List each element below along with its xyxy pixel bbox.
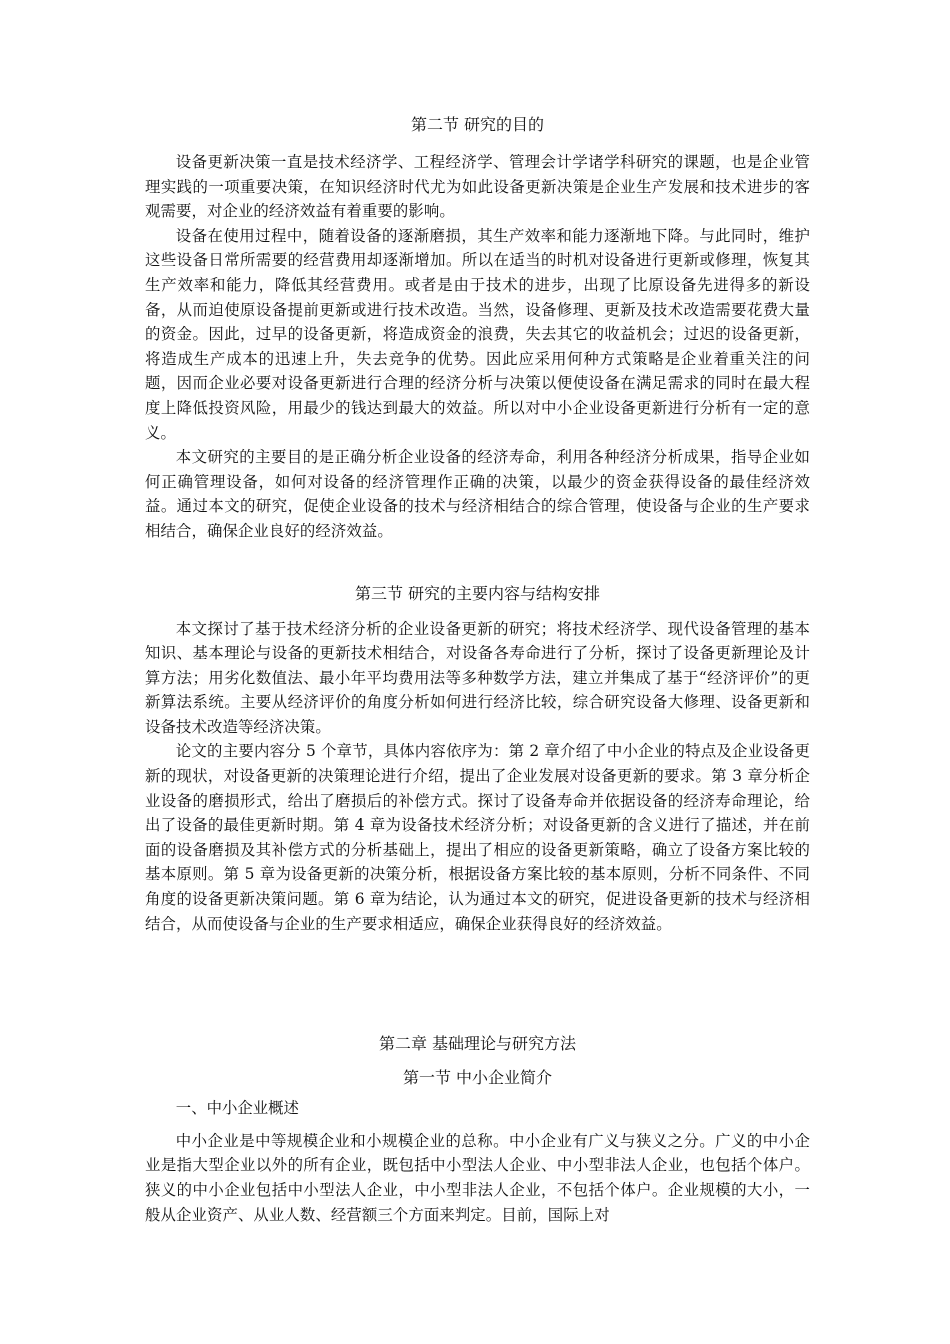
section-2-paragraph-3: 本文研究的主要目的是正确分析企业设备的经济寿命，利用各种经济分析成果，指导企业如何正确管理设备，如何对设备的经济管理作正确的决策，以最少的资金获得设备的最佳经济效益。通过本文的研究，促使企业设备的技术与经济相结合的综合管理，使设备与企业的生产要求相结合，确保企业良好的经济效益。: [145, 448, 810, 540]
document-page: [145, 110, 810, 1227]
section-2-paragraph-2: 设备在使用过程中，随着设备的逐渐磨损，其生产效率和能力逐渐地下降。与此同时，维护这些设备日常所需要的经营费用却逐渐增加。所以在适当的时机对设备进行更新或修理，恢复其生产效率和能力，降低其经营费用。或者是由于技术的进步，出现了比原设备先进得多的新设备，从而迫使原设备提前更新或进行技术改造。当然，设备修理、更新及技术改造需要花费大量的资金。因此，过早的设备更新，将造成资金的浪费，失去其它的收益机会；过迟的设备更新，将造成生产成本的迅速上升，失去竞争的优势。因此应采用何种方式策略是企业着重关注的问题，因而企业必要对设备更新进行合理的经济分析与决策以便使设备在满足需求的同时在最大程度上降低投资风险，用最少的钱达到最大的效益。所以对中小企业设备更新进行分析有一定的意义。: [145, 226, 810, 442]
section-2-paragraph-1: 设备更新决策一直是技术经济学、工程经济学、管理会计学诸学科研究的课题，也是企业管理实践的一项重要决策，在知识经济时代尤为如此设备更新决策是企业生产发展和技术进步的客观需要，对企业的经济效益有着重要的影响。: [145, 153, 810, 221]
section-2-title: 第二节 研究的目的: [410, 115, 545, 134]
section-3-paragraph-2: 论文的主要内容分 5 个章节，具体内容依序为：第 2 章介绍了中小企业的特点及企业设备更新的现状，对设备更新的决策理论进行介绍，提出了企业发展对设备更新的要求。第 3 章分析企业设备的磨损形式，给出了磨损后的补偿方式。探讨了设备寿命并依据设备的经济寿命理论，给出了设备的最佳更新时期。第 4 章为设备技术经济分析；对设备更新的含义进行了描述，并在前面的设备磨损及其补偿方式的分析基础上，提出了相应的设备更新策略，确立了设备方案比较的基本原则。第 5 章为设备更新的决策分析，根据设备方案比较的基本原则，分析不同条件、不同角度的设备更新决策问题。第 6 章为结论，认为通过本文的研究，促进设备更新的技术与经济相结合，从而使设备与企业的生产要求相适应，确保企业获得良好的经济效益。: [145, 742, 810, 933]
chapter-2-paragraph-1: 中小企业是中等规模企业和小规模企业的总称。中小企业有广义与狭义之分。广义的中小企业是指大型企业以外的所有企业，既包括中小型法人企业、中小型非法人企业，也包括个体户。狭义的中小企业包括中小型法人企业，中小型非法人企业，不包括个体户。企业规模的大小，一般从企业资产、从业人数、经营额三个方面来判定。目前，国际上对: [145, 1131, 810, 1224]
section-3-title: 第三节 研究的主要内容与结构安排: [354, 583, 601, 603]
chapter-2-title: 第二章 基础理论与研究方法: [378, 1034, 577, 1054]
section-3-paragraph-1: 本文探讨了基于技术经济分析的企业设备更新的研究；将技术经济学、现代设备管理的基本知识、基本理论与设备的更新技术相结合，对设备各寿命进行了分析，探讨了设备更新理论及计算方法；用劣化数值法、最小年平均费用法等多种数学方法，建立并集成了基于“经济评价”的更新算法系统。主要从经济评价的角度分析如何进行经济比较，综合研究设备大修理、设备更新和设备技术改造等经济决策。: [145, 619, 810, 736]
chapter-2-section-1-title: 第一节 中小企业简介: [402, 1068, 553, 1088]
subsection-heading: 一、中小企业概述: [175, 1099, 299, 1118]
